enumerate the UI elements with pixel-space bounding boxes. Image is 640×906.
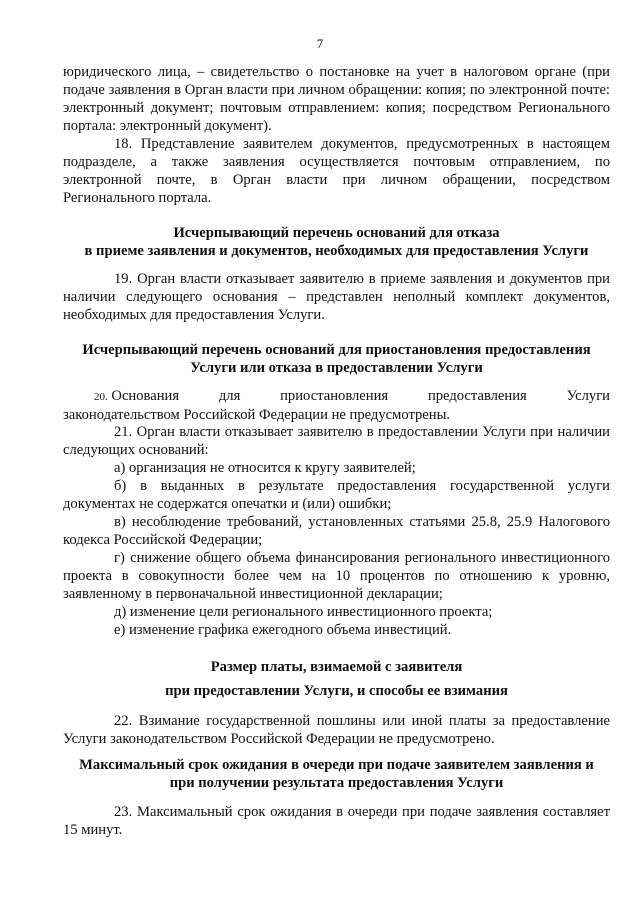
list-item-a: а) организация не относится к кругу заявителей; — [114, 460, 416, 476]
heading-line: при получении результата предоставления Услуги — [169, 775, 504, 791]
heading-line: Исчерпывающий перечень оснований для отказа — [173, 225, 500, 241]
paragraph-18: 18. Представление заявителем документов, предусмотренных в настоящем подразделе, а также заявления осуществляется почтовым отправлением, по электронной почте, в Орган власти при личном обращении, посредством Регионального портала. — [63, 136, 610, 206]
paragraph-20-first-line — [63, 387, 610, 406]
heading-queue-time — [63, 756, 610, 792]
paragraph-20-rest: законодательством Российской Федерации не предусмотрены. — [63, 407, 451, 423]
heading-refusal-grounds — [63, 224, 610, 260]
word: Услуги — [566, 388, 610, 404]
heading-line: Размер платы, взимаемой с заявителя — [210, 659, 463, 675]
heading-fees — [63, 655, 610, 703]
list-item-e: е) изменение графика ежегодного объема инвестиций. — [114, 622, 452, 638]
paragraph-19: 19. Орган власти отказывает заявителю в приеме заявления и документов при наличии следующего основания – представлен неполный комплект документов, необходимых для предоставления Услуги. — [63, 271, 610, 323]
word: для — [218, 388, 241, 404]
list-item-d: д) изменение цели регионального инвестиционного проекта; — [114, 604, 493, 620]
heading-line: Исчерпывающий перечень оснований для приостановления предоставления — [82, 342, 591, 358]
word: предоставления — [427, 388, 527, 404]
page-number: 7 — [316, 36, 324, 51]
heading-line: в приеме заявления и документов, необходимых для предоставления Услуги — [84, 243, 589, 259]
word: приостановления — [280, 388, 389, 404]
list-item-b: б) в выданных в результате предоставления государственной услуги документах не содержатся опечатки и (или) ошибки; — [63, 478, 610, 512]
word: Основания — [111, 388, 180, 404]
paragraph-20-number: 20. — [94, 391, 108, 403]
paragraph-23: 23. Максимальный срок ожидания в очереди при подаче заявления составляет 15 минут. — [63, 804, 610, 838]
paragraph-continuation: юридического лица, – свидетельство о постановке на учет в налоговом органе (при подаче заявления в Орган власти при личном обращении: копия; по электронной почте: электронный документ; почтовым отправлением: копия; посредством Регионального портала: электронный документ). — [63, 64, 610, 134]
list-item-c: в) несоблюдение требований, установленных статьями 25.8, 25.9 Налогового кодекса Российской Федерации; — [63, 514, 610, 548]
paragraph-21: 21. Орган власти отказывает заявителю в предоставлении Услуги при наличии следующих оснований: — [63, 424, 610, 458]
list-item-g: г) снижение общего объема финансирования регионального инвестиционного проекта в совокупности более чем на 10 процентов по отношению к уровню, заявленному в первоначальной инвестиционной декларации; — [63, 550, 610, 602]
heading-line: Услуги или отказа в предоставлении Услуги — [190, 360, 483, 376]
heading-line: при предоставлении Услуги, и способы ее взимания — [165, 683, 508, 699]
paragraph-20 — [63, 387, 610, 424]
heading-suspension-grounds — [63, 341, 610, 377]
paragraph-22: 22. Взимание государственной пошлины или иной платы за предоставление Услуги законодательством Российской Федерации не предусмотрено. — [63, 713, 610, 747]
heading-line: Максимальный срок ожидания в очереди при подаче заявителем заявления и — [79, 757, 594, 773]
